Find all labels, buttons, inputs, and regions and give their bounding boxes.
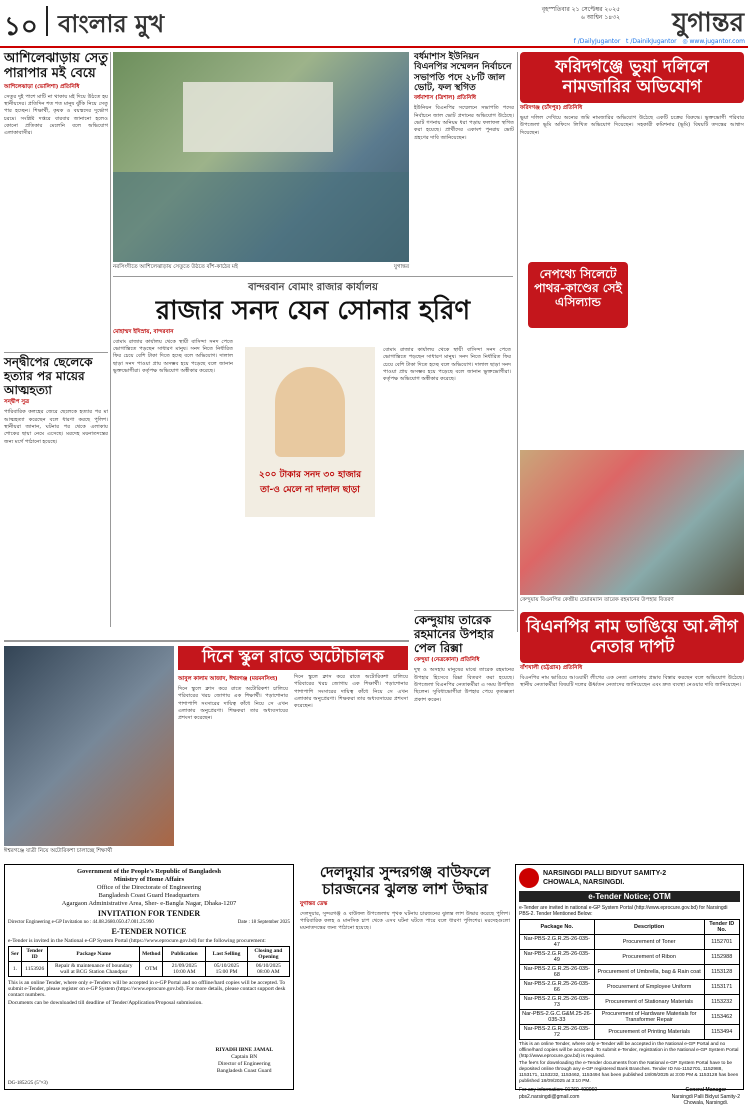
table-row [520, 935, 740, 950]
table-row [520, 1010, 740, 1025]
story-awami [520, 612, 744, 860]
story-bandarban [113, 276, 513, 636]
table-cell: 1153926 [21, 962, 48, 977]
story-body: সেতুর দুই পাশে মাটি না থাকায় মই দিয়ে উঠতে হয় স্থানীয়দের। প্রতিদিন শত শত মানুষ ঝুঁকি নিয়ে সেতু পার হচ্ছেন। শিক্ষার্থী, কৃষক ও বয়স্কদের দুর্ভোগ চরমে। সংশ্লিষ্ট দপ্তরে বারবার জানানো হলেও কোনো প্রতিকার মেলেনি বলে অভিযোগ এলাকাবাসীর। [4, 93, 108, 137]
photo-caption [520, 597, 744, 606]
ad-footer-2: The fee's for downloading the e-Tender documents from the National e-GP System Portal have to be deposited online through any e-GP registered Bank Branches. Tender ID No-1152701, 1152988, 1153171, 1153232, 1153462, 1153494 has been published 18/09/2025 at 3:00 PM & 1153128 has been published 18/09/2025 at 3:10 PM. [519, 1061, 739, 1084]
bridge-photo [113, 52, 409, 262]
table-cell: Repair & maintenance of boundary wall at BCG Station Chandpur [48, 962, 140, 977]
story-school [4, 640, 409, 860]
caption-text: নরসিংদীতে আশিলেঝাড়ায় সেতুতে উঠতে বাঁশ-কাঠের মই [113, 264, 238, 270]
ad-intro: e-Tender is invited in the National e-GP System Portal (https://www.eprocure.gov.bd) for the following procurement: [8, 938, 266, 944]
pullquote-sylhet: নেপথ্যে সিলেটে পাথর-কাণ্ডের সেই এসিল্যান্ড [528, 262, 628, 328]
table-cell: Procurement of Hardware Materials for Transformer Repair [594, 1010, 704, 1025]
tender-table [519, 919, 740, 1040]
table-header-row [9, 947, 290, 962]
table-cell: 21/09/2025 10:00 AM [163, 962, 206, 977]
date-bangla: ৬ আশ্বিন ১৪৩২ [580, 14, 620, 21]
newspaper-logo: যুগান্তর [672, 8, 744, 38]
table-cell: Procurement of Stationary Materials [594, 995, 704, 1010]
table-cell: Nar-PBS-2.G.R.25-26-035-49 [520, 950, 595, 965]
story-body: বোমাং রাজার কার্যালয় থেকে স্থায়ী বাসিন্দা সনদ পেতে ভোগান্তিতে পড়ছেন সাধারণ মানুষ। সনদ নিতে নির্ধারিত ফির চেয়ে বেশি টাকা দিতে হচ্ছে বলে অভিযোগ। দালাল ছাড়া সনদ পাওয়া প্রায় অসম্ভব হয়ে পড়েছে বলে জানান ভুক্তভোগীরা। কর্তৃপক্ষ অভিযোগ অস্বীকার করেছে। [113, 338, 233, 375]
tender-ad-pbs [515, 864, 744, 1106]
table-cell: 05/10/2025 15:00 PM [206, 962, 248, 977]
table-cell: Nar-PBS-2.G.R.25-26-035-68 [520, 965, 595, 980]
column-rule [517, 52, 518, 632]
table-cell: Procurement of Employee Uniform [594, 980, 704, 995]
school-photo [4, 646, 174, 846]
story-headline: ফরিদগঞ্জে ভুয়া দলিলে নামজারির অভিযোগ [520, 52, 744, 103]
photo-credit: যুগান্তর [393, 264, 409, 270]
table-header: Method [140, 947, 163, 962]
social-links [520, 38, 745, 45]
ad-place: CHOWALA, NARSINGDI. [543, 879, 625, 886]
table-cell: Nar-PBS-2.G.C.G&M.25-26-035-33 [520, 1010, 595, 1025]
story-body: দুস্থ ও অসহায় মানুষের মাঝে তারেক রহমানের উপহার হিসেবে রিক্সা বিতরণ করা হয়েছে। উপজেলা বিএনপির নেতাকর্মীরা এ সময় উপস্থিত ছিলেন। সুবিধাভোগীরা উপহার পেয়ে কৃতজ্ঞতা প্রকাশ করেন। [414, 667, 514, 703]
social-link-1[interactable]: /DailyJugantor [577, 38, 621, 45]
ad-signer-place: Chowala, Narsingdi. [683, 1100, 729, 1106]
story-mother [4, 352, 108, 627]
story-headline: রাজার সনদ যেন সোনার হরিণ [155, 296, 471, 326]
dateline [520, 6, 620, 22]
table-header: Ser [9, 947, 22, 962]
ad-org: Bangladesh Coast Guard [216, 1068, 272, 1074]
ad-email[interactable]: pbs2.narsingdi@gmail.com [519, 1093, 580, 1100]
story-kendua [414, 610, 514, 860]
photo-caption [113, 264, 409, 273]
table-row [520, 950, 740, 965]
table-cell: 1153232 [704, 995, 739, 1010]
bridge-structure [183, 82, 333, 152]
ad-footer-2: Documents can be downloaded till deadline of Tender/Application/Proposal submission. [8, 1000, 203, 1006]
story-headline: বিএনপির নাম ভাঙিয়ে আ.লীগ নেতার দাপট [520, 612, 744, 663]
story-headline: আশিলেঝাড়ায় সেতু পারাপার মই বেয়ে [4, 51, 108, 81]
ad-signer-org: Narsingdi Palli Bidyut Samity-2 [671, 1093, 740, 1100]
hand-icon [275, 367, 345, 457]
table-header: Tender ID No. [704, 920, 739, 935]
ad-signer: RIYADH IBNE JAMAL [215, 1047, 273, 1053]
gift-photo [520, 450, 744, 595]
story-byline: কেন্দুয়া (নেত্রকোনা) প্রতিনিধি [414, 657, 480, 664]
caption-text: কেন্দুয়ায় বিএনপির কেন্দ্রীয় চেয়ারম্যান তারেক রহমানের উপহার বিতরণ [520, 597, 674, 603]
story-byline: মোহাম্মদ ইদিস্রায়, বান্দরবান [113, 328, 174, 335]
story-byline: আশিলেঝাড়া (ভোলিশা) প্রতিনিধি [4, 83, 80, 90]
tender-table [8, 946, 290, 977]
ad-office: Office of the Directorate of Engineering [96, 884, 202, 891]
ad-hq: Bangladesh Coast Guard Headquarters [98, 892, 200, 899]
table-header: Tender ID [21, 947, 48, 962]
story-byline: যুগান্তর ডেস্ক [300, 900, 328, 907]
table-header: Description [594, 920, 704, 935]
water [113, 172, 409, 262]
ad-memo: Director Engineering e-GP Invitation no : 44.08.2680.050.47.001.25.990 [8, 920, 154, 925]
table-cell: Nar-PBS-2.G.R.25-26-035-66 [520, 980, 595, 995]
page-number: ১০ [4, 12, 38, 42]
ad-role: Director of Engineering [217, 1061, 271, 1067]
story-body: দিনে স্কুলে ক্লাস করে রাতে অটোরিকশা চালিয়ে পরিবারের খরচ জোগায় এক শিক্ষার্থী। পড়াশোনার পাশাপাশি সংসারের দায়িত্ব কাঁধে নিয়ে সে এখন এলাকার অনুপ্রেরণা। শিক্ষকরা তার অধ্যবসায়ের প্রশংসা করেছেন। [178, 686, 288, 722]
story-bridge [4, 52, 108, 352]
table-cell: Nar-PBS-2.G.R.25-26-035-47 [520, 935, 595, 950]
story-delduar [300, 864, 510, 1090]
table-cell: Procurement of Ribon [594, 950, 704, 965]
website-link[interactable]: www.jugantor.com [689, 38, 745, 45]
table-header: Last Selling [206, 947, 248, 962]
table-cell: 1152701 [704, 935, 739, 950]
column-rule [110, 52, 111, 627]
story-headline: সন্দ্বীপের ছেলেকে হত্যার পর মায়ের আত্মহত্যা [4, 355, 93, 397]
story-headline: বর্ধমাশাস ইউনিয়ন বিএনপির সম্মেলন নির্বাচনে সভাপতি পদে ২৮টি জাল ভোট, ফল স্থগিত [414, 52, 512, 94]
table-header: Package No. [520, 920, 595, 935]
ad-code: DG-1852/25 (5"×3) [8, 1081, 48, 1086]
ad-org: NARSINGDI PALLI BIDYUT SAMITY-2 [543, 870, 667, 877]
table-row [520, 965, 740, 980]
ad-info: For any information: 01769-400060 [519, 1087, 598, 1093]
table-header: Closing and Opening [247, 947, 289, 962]
story-body-cont: বোমাং রাজার কার্যালয় থেকে স্থায়ী বাসিন্দা সনদ পেতে ভোগান্তিতে পড়ছেন সাধারণ মানুষ। সনদ নিতে নির্ধারিত ফির চেয়ে বেশি টাকা দিতে হচ্ছে বলে অভিযোগ। দালাল ছাড়া সনদ পাওয়া প্রায় অসম্ভব হয়ে পড়েছে বলে জানান ভুক্তভোগীরা। কর্তৃপক্ষ অভিযোগ অস্বীকার করেছে। [383, 347, 511, 383]
table-cell: 1153462 [704, 1010, 739, 1025]
ad-address: Agargaon Administrative Area, Sher- e-Bangla Nagar, Dhaka-1207 [61, 900, 237, 907]
table-cell: Procurement of Umbrella, bag & Rain coat [594, 965, 704, 980]
table-row [520, 995, 740, 1010]
story-body: ইউনিয়ন বিএনপির সম্মেলনে সভাপতি পদের নির্বাচনে জাল ভোট প্রদানের অভিযোগ উঠেছে। ভোট গণনায় অনিয়ম ধরা পড়ায় ফলাফল স্থগিত করা হয়েছে। প্রার্থীদের একাংশ পুনরায় ভোট গ্রহণের দাবি জানিয়েছেন। [414, 105, 514, 141]
pbs-logo-icon [519, 868, 539, 888]
ad-rank: Captain BN [231, 1054, 258, 1060]
ad-signer: General Manager [685, 1087, 727, 1093]
table-cell: 1153494 [704, 1025, 739, 1040]
ad-footer: This is an online Tender, where only e-Tender will be accepted in the National e-GP Portal and no offline/hard copies will be accepted. To submit e-Tender, registration in the National e-GP System Portal (http://www.eprocure.gov.bd) is required. [519, 1042, 739, 1059]
table-header: Publication [163, 947, 206, 962]
story-headline: কেন্দুয়ায় তারেক রহমানের উপহার পেল রিক্সা [414, 613, 494, 655]
table-cell: OTM [140, 962, 163, 977]
table-cell: Procurement of Printing Materials [594, 1025, 704, 1040]
story-kicker: বান্দরবান বোমাং রাজার কার্যালয় [248, 282, 378, 293]
table-header: Package Name [48, 947, 140, 962]
table-cell: 1152988 [704, 950, 739, 965]
story-byline: বাঁশখালী (চট্টগ্রাম) প্রতিনিধি [520, 665, 583, 672]
table-cell: Nar-PBS-2.G.R.25-26-035-73 [520, 995, 595, 1010]
ad-ministry: Ministry of Home Affairs [113, 876, 185, 883]
ad-gov: Government of the People's Republic of Bangladesh [76, 868, 222, 875]
photo-caption: ঈশ্বরগঞ্জে যাত্রী নিয়ে অটোরিকশা চালাচ্ছে শিক্ষার্থী [4, 848, 113, 854]
section-title: বাংলার মুখ [58, 9, 165, 38]
table-cell: 1153128 [704, 965, 739, 980]
story-body: পারিবারিক কলহের জেরে ছেলেকে হত্যার পর মা আত্মহত্যা করেছেন বলে ধারণা করছে পুলিশ। স্থানীয়রা জানান, ঘটনার পর থেকে এলাকায় শোকের ছায়া নেমে এসেছে। মরদেহ ময়নাতদন্তের জন্য মর্গে পাঠানো হয়েছে। [4, 409, 108, 445]
story-headline: দিনে স্কুল রাতে অটোচালক [178, 646, 408, 670]
table-cell: 1153171 [704, 980, 739, 995]
ad-date: Date : 18 September 2025 [237, 920, 290, 925]
table-row [520, 980, 740, 995]
story-headline: দেলদুয়ার সুন্দরগঞ্জ বাউফলে চারজনের ঝুলন্ত লাশ উদ্ধার [319, 863, 491, 899]
ad-footer: This is an online Tender, where only e-Tenders will be accepted in e-GP Portal and no offline/hard copies will be accepted. To submit e-Tender, please register on e-GP System (https://www.eprocure.gov.bd). For more details, please contact support desk contact numbers. [8, 980, 286, 998]
story-byline: সন্দ্বীপ সুত্র [4, 399, 30, 406]
ad-title: e-Tender Notice; OTM [519, 891, 740, 902]
story-body: ভুয়া দলিল দেখিয়ে অন্যের জমি নামজারির অভিযোগ উঠেছে একটি চক্রের বিরুদ্ধে। ভুক্তভোগী পরিবার উপজেলা ভূমি অফিসে লিখিত অভিযোগ দিয়েছেন। সহকারী কমিশনার (ভূমি) বিষয়টি তদন্তের আশ্বাস দিয়েছেন। [520, 115, 744, 136]
ad-title: INVITATION FOR TENDER [97, 909, 201, 918]
date-english: বৃহস্পতিবার ২১ সেপ্টেম্বর ২০২৫ [541, 6, 620, 13]
globe-icon: ◎ [682, 38, 688, 45]
illustration [245, 347, 375, 517]
masthead [0, 0, 748, 48]
story-byline: বর্ধমাশাস (ত্রিশাল) প্রতিনিধি [414, 95, 477, 102]
story-body-cont: দিনে স্কুলে ক্লাস করে রাতে অটোরিকশা চালিয়ে পরিবারের খরচ জোগায় এক শিক্ষার্থী। পড়াশোনার পাশাপাশি সংসারের দায়িত্ব কাঁধে নিয়ে সে এখন এলাকার অনুপ্রেরণা। শিক্ষকরা তার অধ্যবসায়ের প্রশংসা করেছেন। [294, 674, 408, 710]
table-cell: Nar-PBS-2.G.R.25-26-035-72 [520, 1025, 595, 1040]
table-row [520, 1025, 740, 1040]
ad-subtitle: E-TENDER NOTICE [111, 927, 187, 936]
story-body: বিএনপির নাম ভাঙিয়ে আওয়ামী লীগের এক নেতা এলাকায় প্রভাব বিস্তার করছেন বলে অভিযোগ উঠেছে। স্থানীয় নেতাকর্মীরা বিষয়টি দলের ঊর্ধ্বতন নেতাদের জানিয়েছেন এবং দ্রুত ব্যবস্থা নেওয়ার দাবি জানিয়েছেন। [520, 675, 744, 689]
social-link-2[interactable]: /DainikJugantor [630, 38, 677, 45]
table-header-row [520, 920, 740, 935]
ad-intro: e-Tender are invited in national e-GP System Portal (http://www.eprocure.gov.bd) for Narsingdi PBS-2. Tender Mentioned Below: [519, 905, 728, 917]
tender-ad-coastguard [4, 864, 294, 1090]
facebook-icon: f [573, 38, 576, 45]
story-byline: ফরিদগঞ্জ (চাঁদপুর) প্রতিনিধি [520, 105, 583, 112]
story-byline: আবুল কালাম আজাদ, ঈশ্বরগঞ্জ (ময়মনসিংহ) [178, 676, 278, 682]
table-row [9, 962, 290, 977]
graphic-text: ২০০ টাকার সনদ ৩০ হাজার তা-ও মেলে না দালাল ছাড়া [258, 470, 362, 495]
table-cell: 06/10/2025 08:00 AM [247, 962, 289, 977]
table-cell: 1. [9, 962, 22, 977]
table-cell: Procurement of Toner [594, 935, 704, 950]
masthead-divider [46, 6, 48, 36]
twitter-icon: t [626, 38, 629, 45]
story-faridganj [520, 52, 744, 462]
story-body: দেলদুয়ার, সুন্দরগঞ্জ ও বাউফল উপজেলায় পৃথক ঘটনায় চারজনের ঝুলন্ত লাশ উদ্ধার করেছে পুলিশ। পারিবারিক কলহ ও মানসিক চাপ থেকে এসব ঘটনা ঘটতে পারে বলে ধারণা পুলিশের। মরদেহগুলো ময়নাতদন্তের জন্য পাঠানো হয়েছে। [300, 910, 510, 932]
